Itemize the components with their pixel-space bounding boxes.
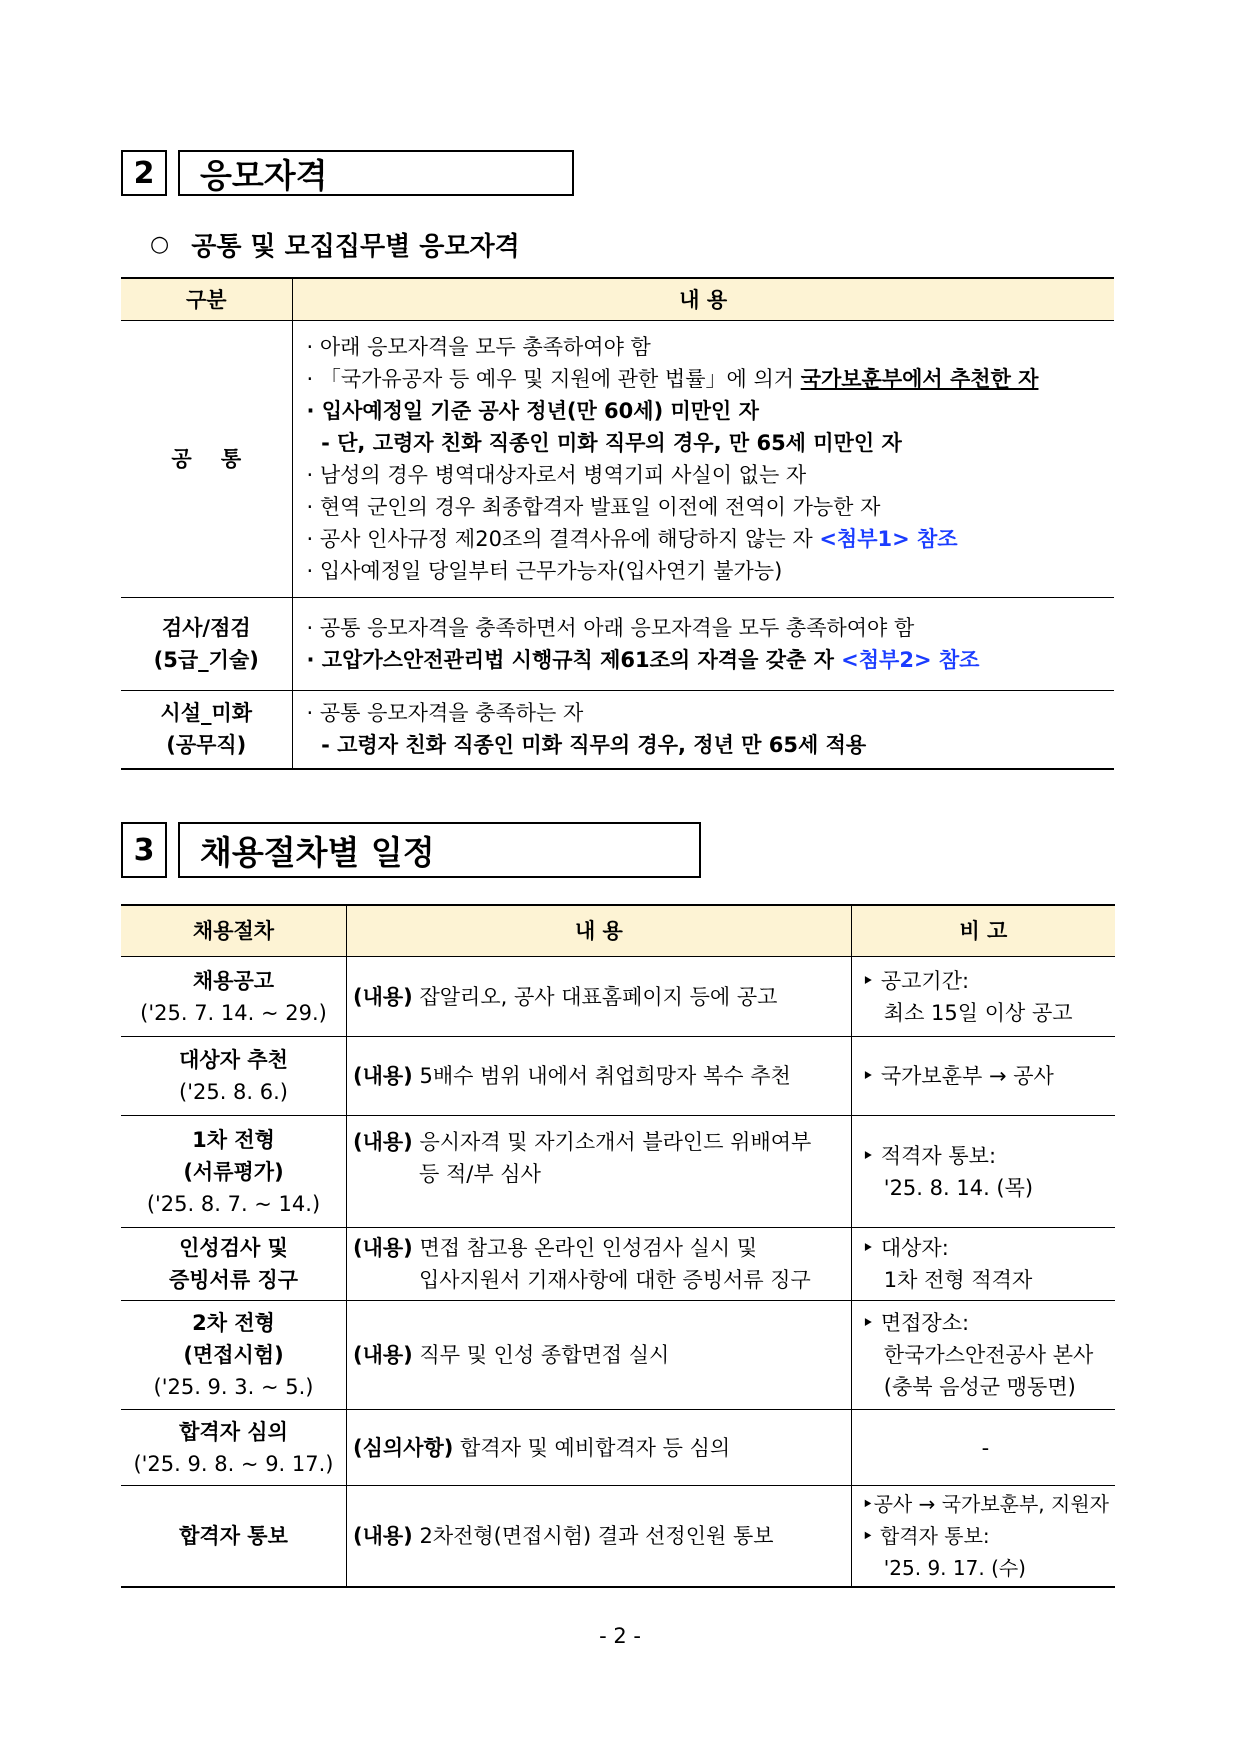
subheading-text: 공통 및 모집집무별 응모자격 xyxy=(191,232,520,262)
stage-cell: 인성검사 및 증빙서류 징구 xyxy=(121,1228,347,1301)
content-line: · 고압가스안전관리법 시행규칙 제61조의 자격을 갖춘 자 <첨부2> 참조 xyxy=(306,648,980,672)
stage-cell: 합격자 심의 ('25. 9. 8. ~ 9. 17.) xyxy=(121,1410,347,1486)
schedule-header-content: 내 용 xyxy=(347,905,852,957)
table-row xyxy=(121,598,1114,691)
table-row xyxy=(121,691,1114,769)
note-cell: ‣ 대상자: 1차 전형 적격자 xyxy=(851,1228,1115,1301)
table-row xyxy=(121,1486,1115,1587)
table-row xyxy=(121,1228,1115,1301)
content-line: · 공통 응모자격을 충족하면서 아래 응모자격을 모두 총족하여야 함 xyxy=(306,616,915,640)
stage-cell: 채용공고 ('25. 7. 14. ~ 29.) xyxy=(121,957,347,1037)
section-2-header xyxy=(121,150,574,196)
content-cell: (내용) 잡알리오, 공사 대표홈페이지 등에 공고 xyxy=(347,957,852,1037)
table-row xyxy=(121,1410,1115,1486)
stage-cell: 2차 전형 (면접시험) ('25. 9. 3. ~ 5.) xyxy=(121,1301,347,1410)
table-row xyxy=(121,1301,1115,1410)
row-category: 시설_미화 (공무직) xyxy=(121,691,292,769)
row-category: 공 통 xyxy=(121,321,292,598)
content-cell: (내용) 2차전형(면접시험) 결과 선정인원 통보 xyxy=(347,1486,852,1587)
row-content xyxy=(292,321,1114,598)
schedule-header-note: 비 고 xyxy=(851,905,1115,957)
content-line: · 「국가유공자 등 예우 및 지원에 관한 법률」에 의거 국가보훈부에서 추천한 자 xyxy=(306,367,1039,391)
table-row xyxy=(121,957,1115,1037)
section-2-subheading xyxy=(150,226,520,263)
section-3-title: 채용절차별 일정 xyxy=(178,822,701,878)
row-category: 검사/점검 (5급_기술) xyxy=(121,598,292,691)
content-line: - 단, 고령자 친화 직종인 미화 직무의 경우, 만 65세 미만인 자 xyxy=(306,431,902,455)
subheading-bullet: ○ xyxy=(150,232,170,257)
note-cell: ‣ 적격자 통보: '25. 8. 14. (목) xyxy=(851,1116,1115,1228)
content-line: · 입사예정일 당일부터 근무가능자(입사연기 불가능) xyxy=(306,559,783,583)
table-row xyxy=(121,321,1114,598)
page-number: - 2 - xyxy=(599,1624,641,1648)
note-cell: ‣ 국가보훈부 → 공사 xyxy=(851,1037,1115,1116)
section-2-title: 응모자격 xyxy=(178,150,574,196)
schedule-table xyxy=(121,904,1115,1588)
content-line: · 아래 응모자격을 모두 총족하여야 함 xyxy=(306,335,651,359)
content-cell: (내용) 직무 및 인성 종합면접 실시 xyxy=(347,1301,852,1410)
table-row xyxy=(121,1037,1115,1116)
attachment-2-ref: <첨부2> 참조 xyxy=(841,648,980,672)
content-line: · 공사 인사규정 제20조의 결격사유에 해당하지 않는 자 <첨부1> 참조 xyxy=(306,527,958,551)
note-cell: ‣ 면접장소: 한국가스안전공사 본사 (충북 음성군 맹동면) xyxy=(851,1301,1115,1410)
stage-cell: 합격자 통보 xyxy=(121,1486,347,1587)
content-cell: (심의사항) 합격자 및 예비합격자 등 심의 xyxy=(347,1410,852,1486)
note-cell: ‣ 공고기간: 최소 15일 이상 공고 xyxy=(851,957,1115,1037)
content-cell: (내용) 5배수 범위 내에서 취업희망자 복수 추천 xyxy=(347,1037,852,1116)
table-row xyxy=(121,1116,1115,1228)
attachment-1-ref: <첨부1> 참조 xyxy=(819,527,958,551)
content-line: · 남성의 경우 병역대상자로서 병역기피 사실이 없는 자 xyxy=(306,463,807,487)
content-line: · 입사예정일 기준 공사 정년(만 60세) 미만인 자 xyxy=(306,399,759,423)
note-cell: - xyxy=(851,1410,1115,1486)
stage-cell: 대상자 추천 ('25. 8. 6.) xyxy=(121,1037,347,1116)
eligibility-table xyxy=(121,277,1114,770)
eligibility-header-category: 구분 xyxy=(121,278,292,321)
schedule-header-stage: 채용절차 xyxy=(121,905,347,957)
content-cell: (내용) 면접 참고용 온라인 인성검사 실시 및 입사지원서 기재사항에 대한 증빙서류 징구 xyxy=(347,1228,852,1301)
content-line: · 공통 응모자격을 충족하는 자 xyxy=(306,701,584,726)
content-cell: (내용) 응시자격 및 자기소개서 블라인드 위배여부 등 적/부 심사 xyxy=(347,1116,852,1228)
section-2-number: 2 xyxy=(121,150,167,196)
section-3-number: 3 xyxy=(121,822,167,878)
content-line: - 고령자 친화 직종인 미화 직무의 경우, 정년 만 65세 적용 xyxy=(306,733,867,758)
note-cell: ‣공사 → 국가보훈부, 지원자 ‣ 합격자 통보: '25. 9. 17. (수) xyxy=(851,1486,1115,1587)
row-content xyxy=(292,691,1114,769)
content-line: · 현역 군인의 경우 최종합격자 발표일 이전에 전역이 가능한 자 xyxy=(306,495,881,519)
eligibility-header-content: 내 용 xyxy=(292,278,1114,321)
stage-cell: 1차 전형 (서류평가) ('25. 8. 7. ~ 14.) xyxy=(121,1116,347,1228)
section-3-header xyxy=(121,822,701,878)
row-content xyxy=(292,598,1114,691)
